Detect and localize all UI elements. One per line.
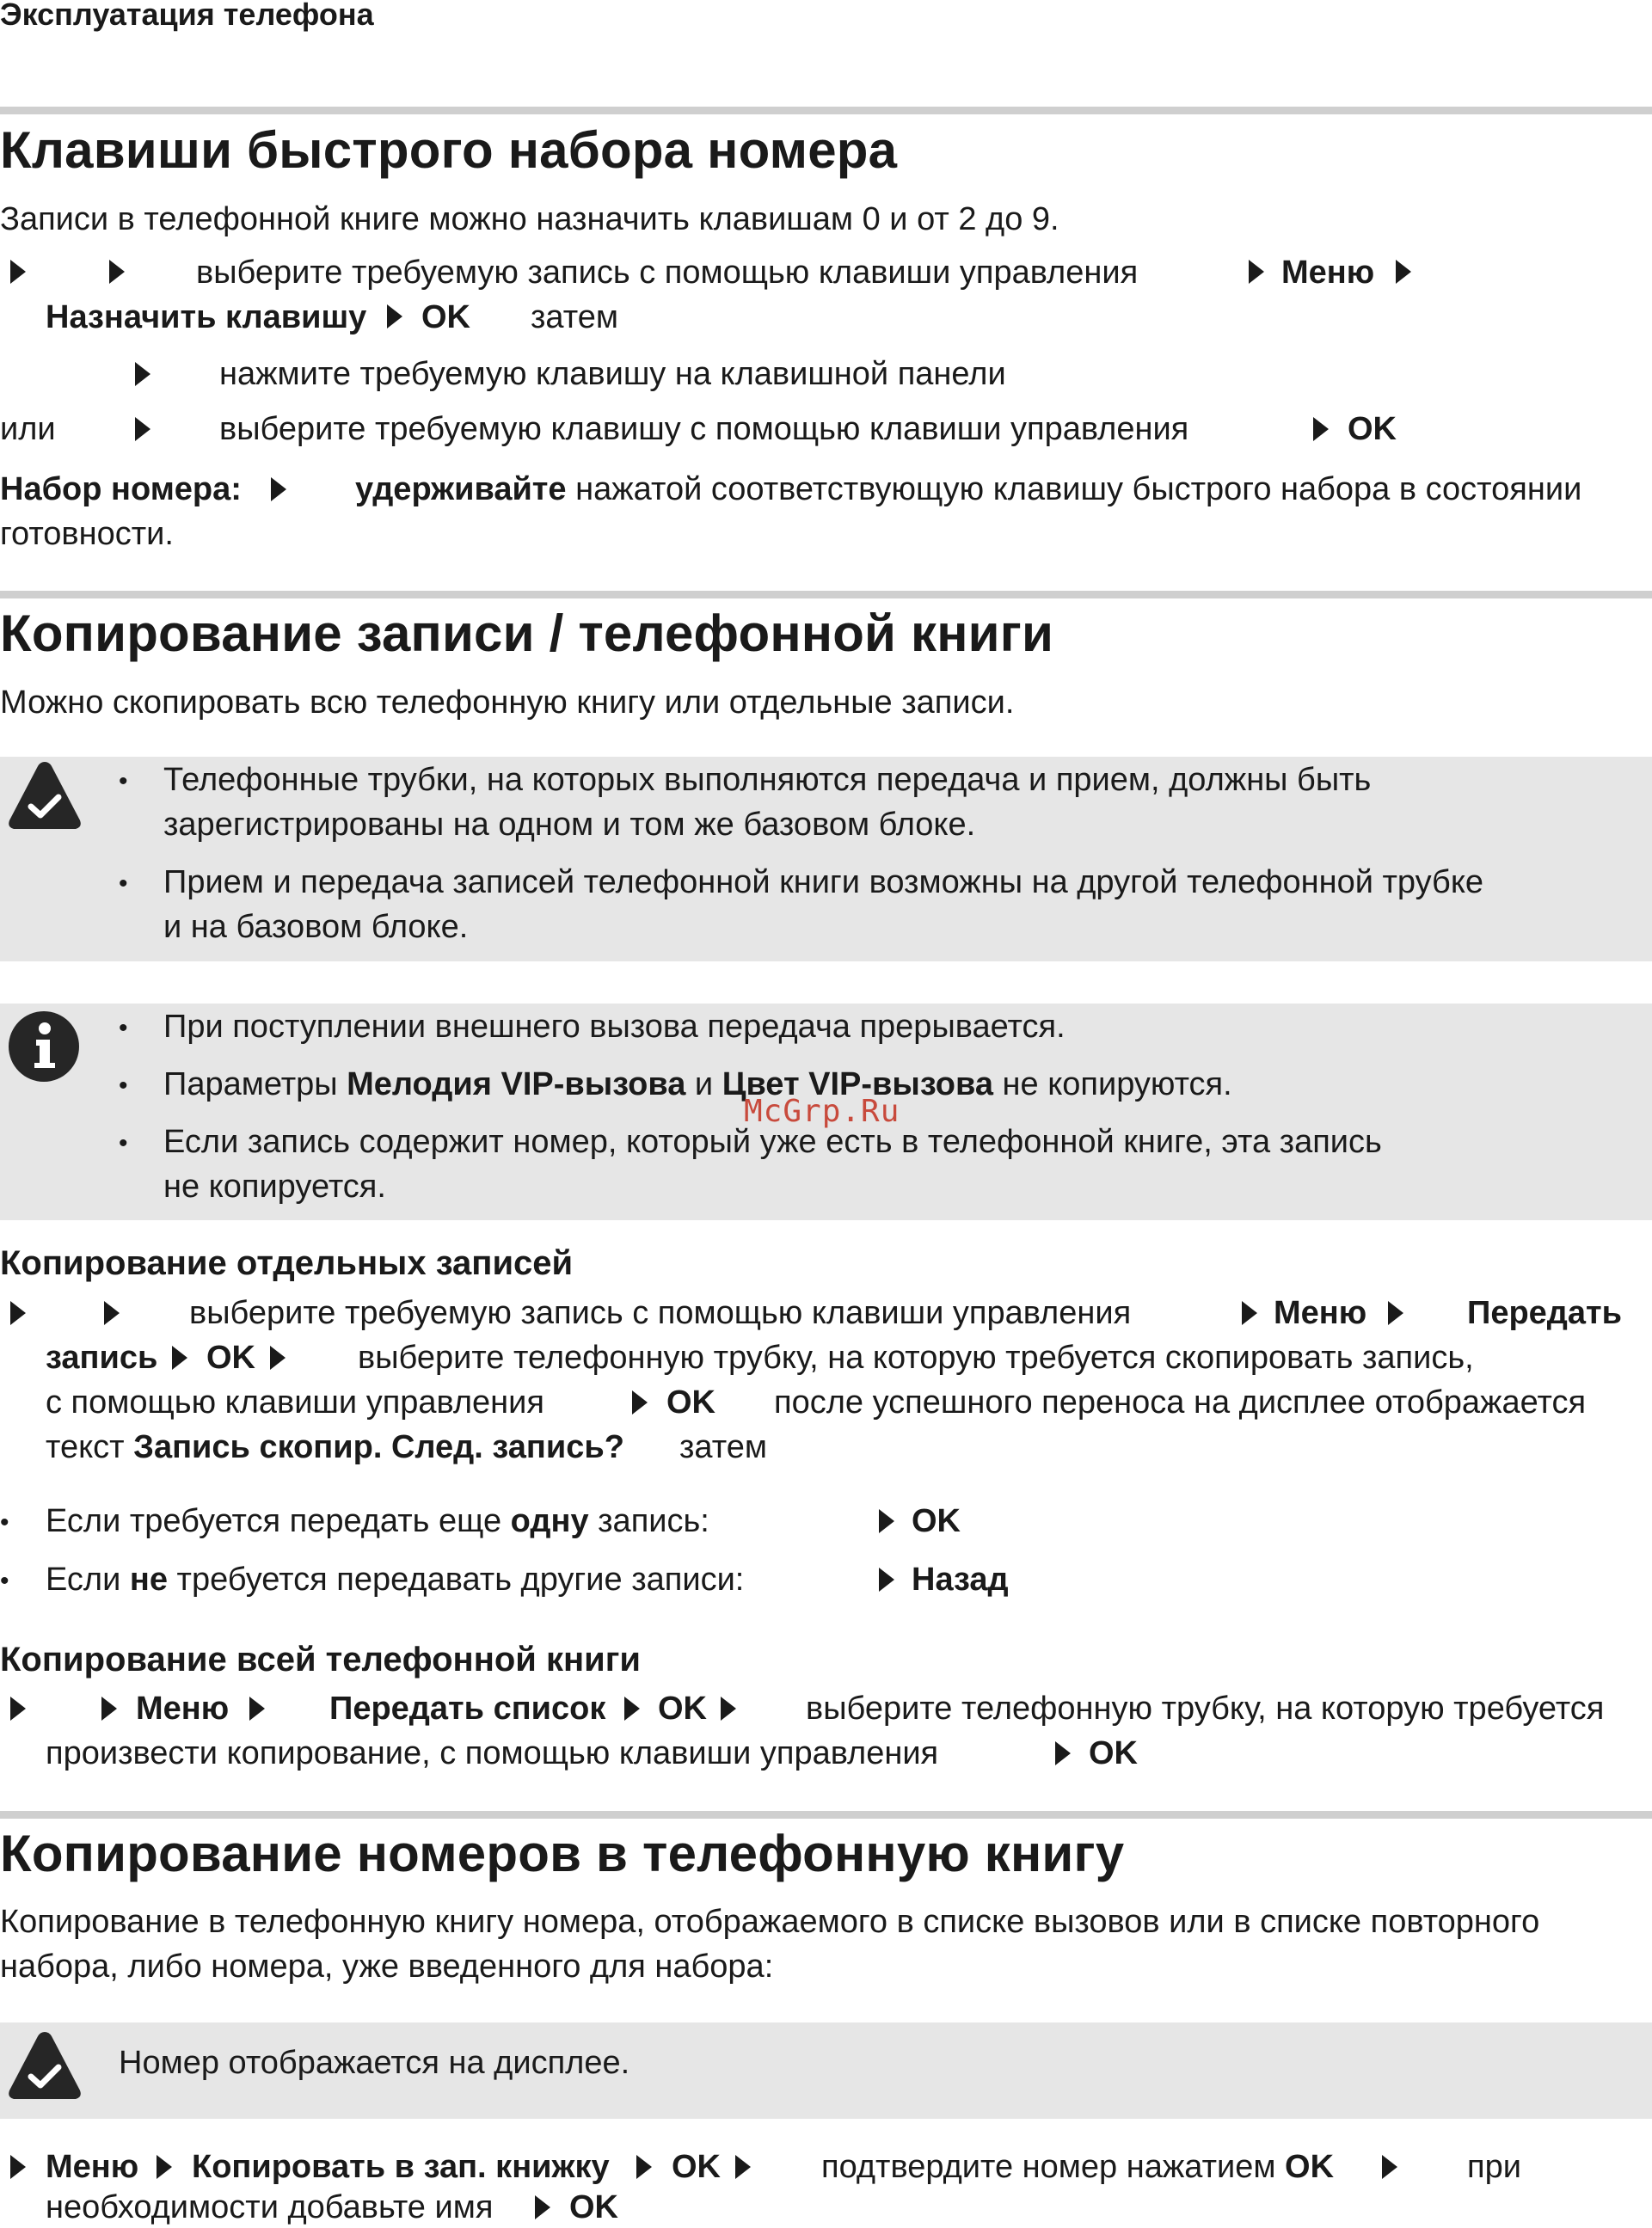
ok-key-label: OK <box>672 2149 721 2185</box>
step-arrow-icon <box>1388 1301 1403 1325</box>
step-arrow-icon <box>10 1697 26 1721</box>
display-message: Запись скопир. След. запись? <box>133 1429 624 1465</box>
section-title-copy-entry: Копирование записи / телефонной книги <box>0 605 1054 662</box>
bullet-dot: • <box>119 1071 128 1100</box>
step-text: выберите требуемую запись с помощью клавиши управления <box>189 1295 1132 1331</box>
info-icon <box>7 1010 81 1083</box>
watermark: McGrp.Ru <box>744 1094 900 1129</box>
step-arrow-icon <box>270 1346 286 1370</box>
dial-label: Набор номера: <box>0 471 242 507</box>
note-text: Телефонные трубки, на которых выполняются передача и прием, должны быть <box>163 762 1372 798</box>
dial-instruction-cont: готовности. <box>0 516 174 552</box>
section-divider <box>0 1811 1652 1819</box>
step-arrow-icon <box>636 2155 652 2179</box>
checkmark-warning-icon <box>7 2027 83 2106</box>
step-arrow-icon <box>135 417 150 441</box>
vip-melody-term: Мелодия VIP-вызова <box>347 1066 686 1102</box>
step-arrow-icon <box>879 1568 894 1592</box>
bullet-dot: • <box>119 767 128 795</box>
copy-to-phonebook-option: Копировать в зап. книжку <box>192 2149 610 2185</box>
bullet-dot: • <box>119 869 128 898</box>
subheading-copy-whole: Копирование всей телефонной книги <box>0 1641 642 1679</box>
step-text: при <box>1467 2149 1521 2185</box>
step-arrow-icon <box>101 1697 117 1721</box>
step-text: выберите требуемую клавишу с помощью клавиши управления <box>219 411 1189 447</box>
step-arrow-icon <box>157 2155 172 2179</box>
ok-key-label: OK <box>421 299 470 335</box>
note-text: При поступлении внешнего вызова передача прерывается. <box>163 1009 1066 1045</box>
copy-numbers-intro-cont: набора, либо номера, уже введенного для набора: <box>0 1949 774 1985</box>
step-arrow-icon <box>1242 1301 1257 1325</box>
step-arrow-icon <box>172 1346 187 1370</box>
transfer-list-option: Передать список <box>329 1691 606 1727</box>
running-header: Эксплуатация телефона <box>0 0 374 32</box>
option-emphasis: не <box>129 1562 168 1598</box>
step-arrow-icon <box>735 2155 751 2179</box>
ok-key-label: OK <box>206 1340 255 1376</box>
step-arrow-icon <box>535 2195 550 2219</box>
step-arrow-icon <box>1313 417 1329 441</box>
note-text: и на базовом блоке. <box>163 909 469 945</box>
note-text-part: и <box>685 1066 722 1102</box>
bullet-dot: • <box>119 1014 128 1042</box>
menu-key-label: Меню <box>46 2149 139 2185</box>
step-text-part: подтвердите номер нажатием <box>821 2149 1276 2185</box>
ok-key-label: OK <box>666 1384 715 1421</box>
step-arrow-icon <box>1396 260 1411 284</box>
option-text-part: требуется передавать другие записи: <box>167 1562 745 1598</box>
step-text: или <box>0 411 56 447</box>
back-key-label: Назад <box>912 1562 1009 1598</box>
step-arrow-icon <box>1382 2155 1397 2179</box>
ok-key-label: OK <box>569 2189 618 2225</box>
step-arrow-icon <box>1249 260 1264 284</box>
dial-instruction-text: нажатой соответствующую клавишу быстрого набора в состоянии <box>575 471 1582 507</box>
note-text: Прием и передача записей телефонной книги возможны на другой телефонной трубке <box>163 864 1484 900</box>
step-text: с помощью клавиши управления <box>46 1384 544 1421</box>
step-text: после успешного переноса на дисплее отображается <box>774 1384 1587 1421</box>
step-arrow-icon <box>271 477 286 501</box>
step-text <box>46 1429 624 1466</box>
bullet-dot: • <box>0 1508 9 1537</box>
ok-key-label: OK <box>1089 1735 1138 1771</box>
vip-color-term: Цвет VIP-вызова <box>722 1066 993 1102</box>
section-title-speed-dial: Клавиши быстрого набора номера <box>0 121 898 179</box>
speed-dial-intro: Записи в телефонной книге можно назначить клавишам 0 и от 2 до 9. <box>0 201 1059 237</box>
note-text-part: не копируются. <box>992 1066 1232 1102</box>
section-title-copy-numbers: Копирование номеров в телефонную книгу <box>0 1825 1125 1882</box>
note-text: не копируется. <box>163 1169 386 1205</box>
step-text: произвести копирование, с помощью клавиши управления <box>46 1735 939 1771</box>
dial-hold-emphasis: удерживайте <box>355 471 567 507</box>
step-arrow-icon <box>10 1301 26 1325</box>
option-text-part: запись: <box>588 1503 709 1539</box>
step-text: затем <box>531 299 618 335</box>
section-divider <box>0 107 1652 114</box>
step-arrow-icon <box>135 362 150 386</box>
step-text: выберите телефонную трубку, на которую требуется скопировать запись, <box>358 1340 1474 1376</box>
assign-key-option: Назначить клавишу <box>46 299 367 335</box>
checkmark-warning-icon <box>7 757 83 836</box>
note-text-part: Параметры <box>163 1066 347 1102</box>
option-text-part: Если <box>46 1562 130 1598</box>
bullet-dot: • <box>0 1567 9 1595</box>
option-text <box>46 1503 709 1540</box>
step-text <box>821 2149 1334 2186</box>
ok-key-label: OK <box>912 1503 961 1539</box>
dial-instruction <box>355 471 1581 508</box>
step-text: затем <box>679 1429 767 1465</box>
transfer-option-cont: запись <box>46 1340 158 1376</box>
step-arrow-icon <box>632 1390 648 1415</box>
ok-key-label: OK <box>1348 411 1397 447</box>
step-arrow-icon <box>249 1697 265 1721</box>
note-text: Если запись содержит номер, который уже есть в телефонной книге, эта запись <box>163 1124 1382 1160</box>
transfer-option: Передать <box>1467 1295 1623 1331</box>
menu-key-label: Меню <box>1281 255 1375 291</box>
step-text-part: текст <box>46 1429 125 1465</box>
step-arrow-icon <box>1055 1741 1071 1765</box>
copy-numbers-intro: Копирование в телефонную книгу номера, отображаемого в списке вызовов или в списке повторного <box>0 1904 1540 1940</box>
step-text: выберите телефонную трубку, на которую требуется <box>806 1691 1605 1727</box>
step-text: необходимости добавьте имя <box>46 2189 494 2225</box>
step-text: нажмите требуемую клавишу на клавишной панели <box>219 356 1006 392</box>
step-arrow-icon <box>10 2155 26 2179</box>
ok-key-label: OK <box>1285 2149 1335 2185</box>
note-text: зарегистрированы на одном и том же базовом блоке. <box>163 807 976 843</box>
subheading-copy-single: Копирование отдельных записей <box>0 1244 574 1282</box>
option-text-part: Если требуется передать еще <box>46 1503 511 1539</box>
step-arrow-icon <box>387 304 402 328</box>
option-text <box>46 1562 744 1599</box>
step-arrow-icon <box>624 1697 640 1721</box>
menu-key-label: Меню <box>1274 1295 1367 1331</box>
step-arrow-icon <box>721 1697 736 1721</box>
step-arrow-icon <box>879 1509 894 1533</box>
note-text <box>163 1066 1232 1103</box>
step-arrow-icon <box>10 260 26 284</box>
step-arrow-icon <box>109 260 125 284</box>
note-text: Номер отображается на дисплее. <box>119 2045 630 2081</box>
step-text: выберите требуемую запись с помощью клавиши управления <box>196 255 1139 291</box>
step-arrow-icon <box>104 1301 120 1325</box>
bullet-dot: • <box>119 1129 128 1157</box>
option-emphasis: одну <box>510 1503 589 1539</box>
menu-key-label: Меню <box>136 1691 230 1727</box>
section-divider <box>0 591 1652 598</box>
ok-key-label: OK <box>658 1691 707 1727</box>
copy-intro: Можно скопировать всю телефонную книгу или отдельные записи. <box>0 684 1015 721</box>
